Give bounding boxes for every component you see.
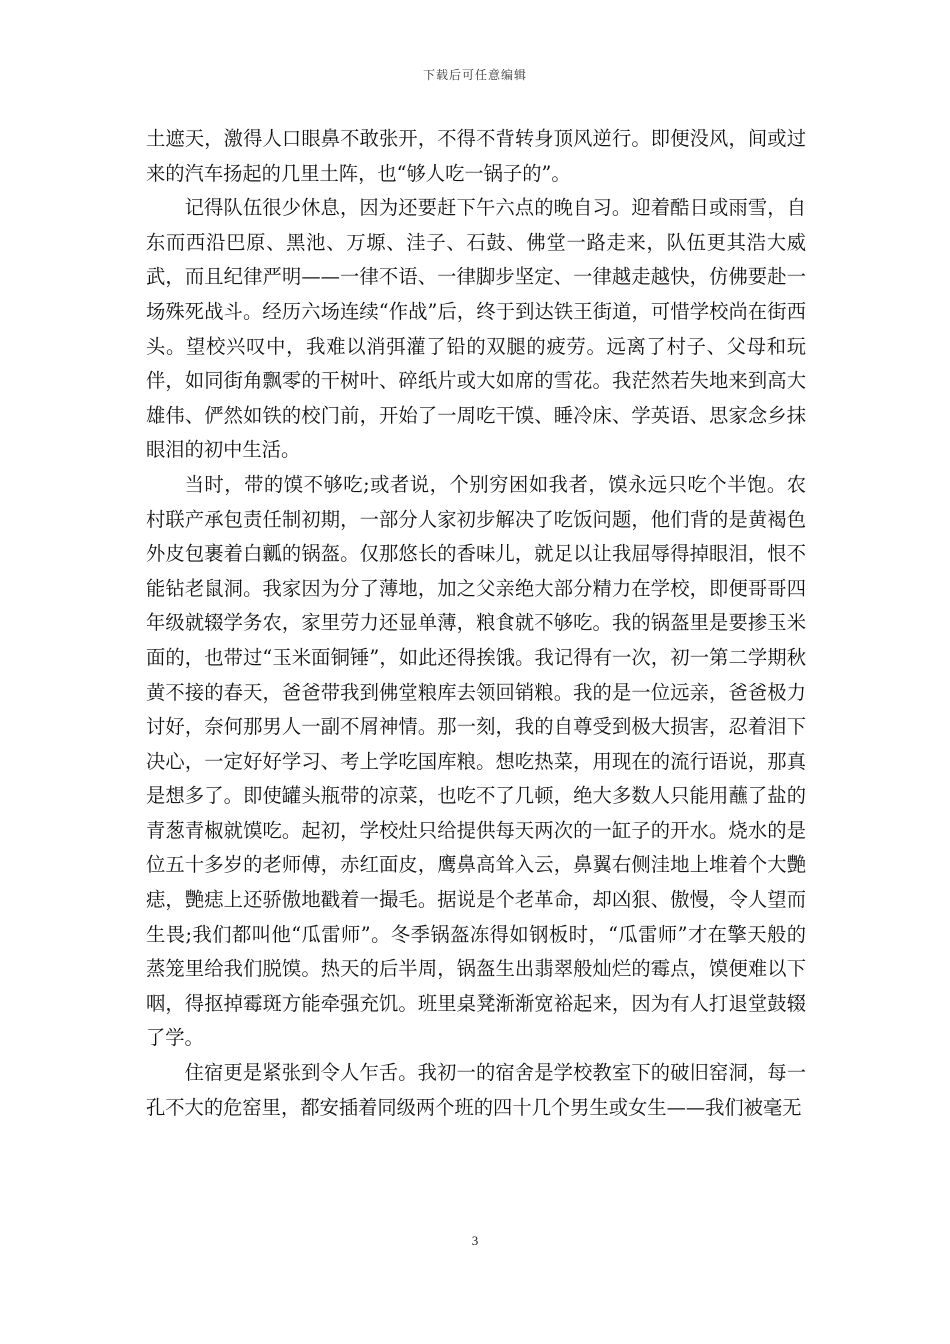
header-note: 下载后可任意编辑 [422,68,527,82]
page-number: 3 [471,1233,479,1248]
body-text [146,122,806,1125]
paragraph: 住宿更是紧张到令人乍舌。我初一的宿舍是学校教室下的破旧窑洞，每一孔不大的危窑里，都安插着同级两个班的四十几个男生或女生——我们被毫无 [146,1061,806,1119]
paragraph: 当时，带的馍不够吃;或者说，个别穷困如我者，馍永远只吃个半饱。农村联产承包责任制初期，一部分人家初步解决了吃饭问题，他们背的是黄褐色外皮包裹着白瓤的锅盔。仅那悠长的香味儿，就足以让我屈辱得掉眼泪，恨不能钻老鼠洞。我家因为分了薄地，加之父亲绝大部分精力在学校，即便哥哥四年级就辍学务农，家里劳力还显单薄，粮食就不够吃。我的锅盔里是要掺玉米面的，也带过“玉米面铜锤”，如此还得挨饿。我记得有一次，初一第二学期秋黄不接的春天，爸爸带我到佛堂粮库去领回销粮。我的是一位远亲，爸爸极力讨好，奈何那男人一副不屑神情。那一刻，我的自尊受到极大损害，忍着泪下决心，一定好好学习、考上学吃国库粮。想吃热菜，用现在的流行语说，那真是想多了。即使罐头瓶带的凉菜，也吃不了几顿，绝大多数人只能用蘸了盐的青葱青椒就馍吃。起初，学校灶只给提供每天两次的一缸子的开水。烧水的是位五十多岁的老师傅，赤红面皮，鹰鼻高耸入云，鼻翼右侧洼地上堆着个大艷痣，艷痣上还骄傲地戳着一撮毛。据说是个老革命，却凶狠、傲慢，令人望而生畏;我们都叫他“瓜雷师”。冬季锅盔冻得如钢板时，“瓜雷师”才在擎天般的蒸笼里给我们脱馍。热天的后半周，锅盔生出翡翠般灿烂的霉点，馍便难以下咽，得抠掉霉斑方能牵强充饥。班里桌凳渐渐宽裕起来，因为有人打退堂鼓辍了学。 [146,472,806,1050]
paragraph: 记得队伍很少休息，因为还要赶下午六点的晚自习。迎着酷日或雨雪，自东而西沿巴原、黑池、万塬、洼子、石鼓、佛堂一路走来，队伍更其浩大威武，而且纪律严明——一律不语、一律脚步坚定、一律越走越快，仿佛要赴一场殊死战斗。经历六场连续“作战”后，终于到达铁王街道，可惜学校尚在街西头。望校兴叹中，我难以消弭灌了铅的双腿的疲劳。远离了村子、父母和玩伴，如同街角飘零的干树叶、碎纸片或大如席的雪花。我茫然若失地来到高大雄伟、俨然如铁的校门前，开始了一周吃干馍、睡冷床、学英语、思家念乡抹眼泪的初中生活。 [146,196,806,462]
paragraph-continuation: 土遮天，激得人口眼鼻不敢张开，不得不背转身顶风逆行。即便没风，间或过来的汽车扬起的几里土阵，也“够人吃一锅子的”。 [146,127,806,185]
